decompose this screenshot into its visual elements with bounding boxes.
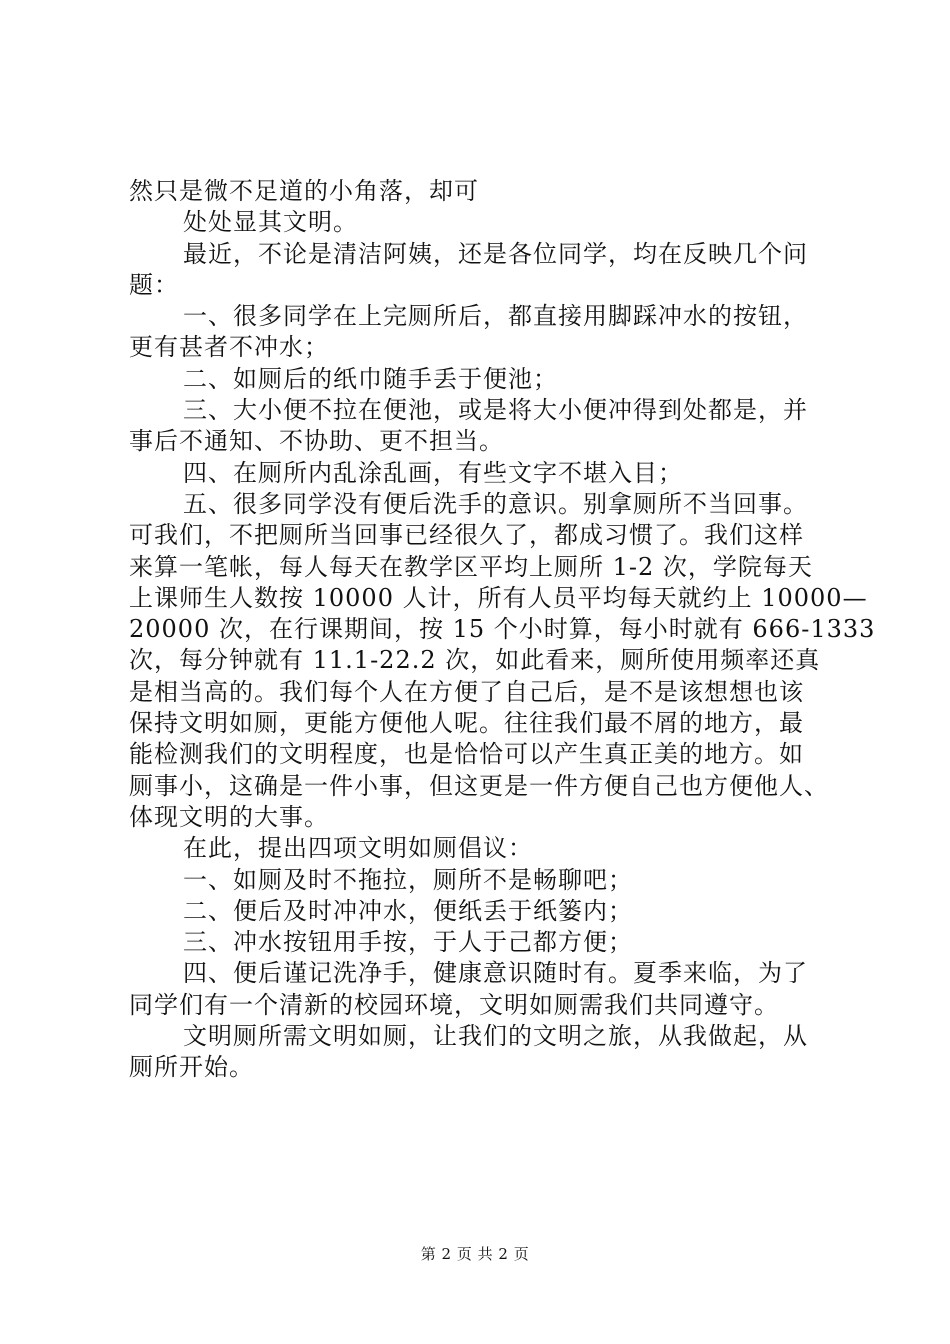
text-line: 来算一笔帐，每人每天在教学区平均上厕所 1-2 次，学院每天 [129, 552, 813, 581]
text-line: 同学们有一个清新的校园环境，文明如厕需我们共同遵守。 [129, 990, 779, 1019]
text-line: 可我们，不把厕所当回事已经很久了，都成习惯了。我们这样 [129, 521, 804, 550]
text-line: 二、如厕后的纸巾随手丢于便池； [183, 364, 558, 393]
text-line: 二、便后及时冲冲水，便纸丢于纸篓内； [183, 896, 633, 925]
text-line: 厕所开始。 [129, 1053, 254, 1082]
text-line: 三、大小便不拉在便池，或是将大小便冲得到处都是，并 [183, 396, 808, 425]
text-line: 体现文明的大事。 [129, 802, 329, 831]
text-line: 三、冲水按钮用手按，于人于己都方便； [183, 928, 633, 957]
text-line: 更有甚者不冲水； [129, 333, 329, 362]
text-line: 厕事小，这确是一件小事，但这更是一件方便自己也方便他人、 [129, 771, 829, 800]
text-line: 然只是微不足道的小角落，却可 [129, 177, 479, 205]
text-line: 四、在厕所内乱涂乱画，有些文字不堪入目； [183, 458, 683, 487]
text-line: 最近，不论是清洁阿姨，还是各位同学，均在反映几个问 [183, 239, 808, 268]
text-line: 次，每分钟就有 11.1-22.2 次，如此看来，厕所使用频率还真 [129, 646, 821, 675]
text-line: 能检测我们的文明程度，也是恰恰可以产生真正美的地方。如 [129, 740, 804, 769]
text-line: 一、很多同学在上完厕所后，都直接用脚踩冲水的按钮， [183, 302, 808, 331]
text-line: 保持文明如厕，更能方便他人呢。往往我们最不屑的地方，最 [129, 709, 804, 738]
text-line: 文明厕所需文明如厕，让我们的文明之旅，从我做起，从 [183, 1022, 808, 1051]
page-footer: 第 2 页 共 2 页 [420, 1245, 530, 1263]
text-line: 上课师生人数按 10000 人计，所有人员平均每天就约上 10000— [129, 583, 868, 612]
text-line: 五、很多同学没有便后洗手的意识。别拿厕所不当回事。 [183, 489, 808, 518]
text-line: 一、如厕及时不拖拉，厕所不是畅聊吧； [183, 865, 633, 894]
text-line: 处处显其文明。 [183, 208, 358, 237]
text-line: 四、便后谨记洗净手，健康意识随时有。夏季来临，为了 [183, 959, 808, 988]
text-line: 在此，提出四项文明如厕倡议： [183, 834, 533, 863]
text-line: 是相当高的。我们每个人在方便了自己后，是不是该想想也该 [129, 677, 804, 706]
text-line: 题： [129, 270, 179, 299]
document-body [129, 176, 876, 1084]
text-line: 20000 次，在行课期间，按 15 个小时算，每小时就有 666-1333 [129, 615, 876, 644]
text-line: 事后不通知、不协助、更不担当。 [129, 427, 504, 456]
